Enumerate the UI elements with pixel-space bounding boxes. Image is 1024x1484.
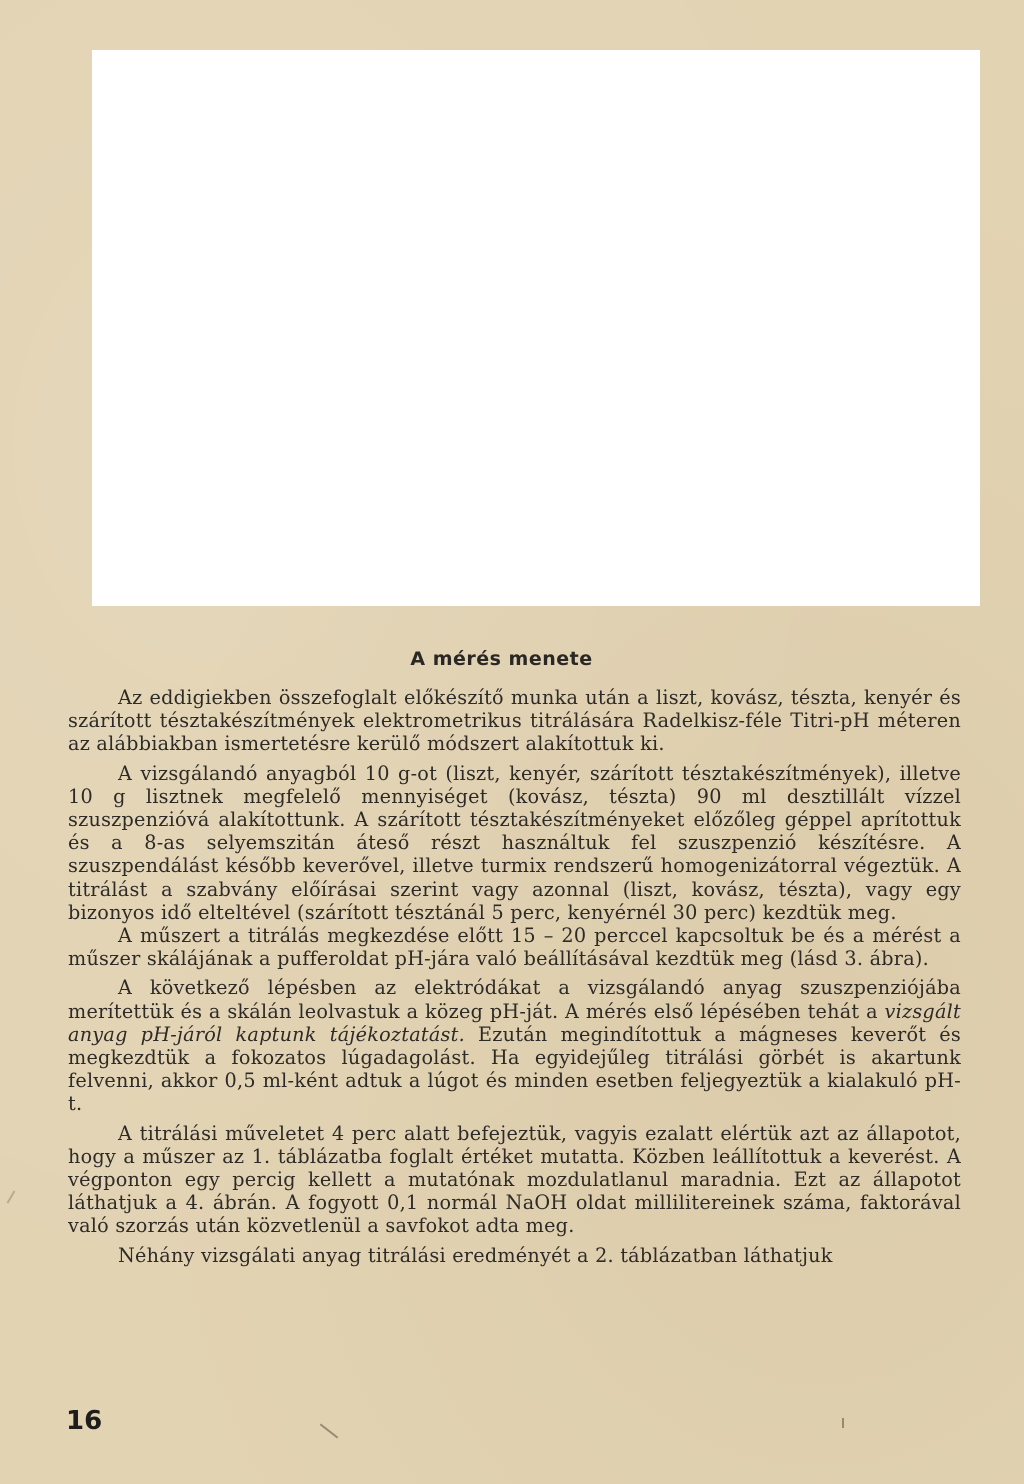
paper-speck [320, 1423, 339, 1438]
page-number: 16 [66, 1406, 103, 1436]
paper-speck [7, 1190, 16, 1203]
paragraph-1: Az eddigiekben összefoglalt előkészítő munka után a liszt, kovász, tészta, kenyér és szárított tésztakészítmények elektrometrikus titrálására Radelkisz-féle Titri-pH méteren az alábbiakban ismertetésre kerülő módszert alakítottuk ki. [68, 686, 961, 756]
paragraph-4-end: Ezután megindítottuk a mágneses keverőt és megkezdtük a fokozatos lúgadagolást. Ha egyidejűleg titrálási görbét is akartunk felvenni, akkor 0,5 ml-ként adtuk a lúgot és minden esetben feljegyeztük a kialakuló pH-t. [68, 1022, 961, 1116]
paragraph-4-start: A következő lépésben az elektródákat a vizsgálandó anyag szuszpenziójába merítettük és a skálán leolvastuk a közeg pH-ját. A mérés első lépésében tehát a [68, 976, 961, 1023]
paragraph-6: Néhány vizsgálati anyag titrálási eredményét a 2. táblázatban láthatjuk [118, 1243, 833, 1267]
paper-speck [842, 1418, 844, 1428]
paragraph-4-italic: vizsgált anyag pH-járól kaptunk tájékoztatást. [68, 999, 961, 1046]
paragraph-3: A műszert a titrálás megkezdése előtt 15 – 20 perccel kapcsoltuk be és a mérést a műszer skálájának a pufferoldat pH-jára való beállításával kezdtük meg (lásd 3. ábra). [68, 924, 961, 971]
figure-placeholder [92, 50, 980, 606]
paragraph-2: A vizsgálandó anyagból 10 g-ot (liszt, kenyér, szárított tésztakészítmények), illetve 10 g lisztnek megfelelő mennyiséget (kovász, tészta) 90 ml desztillált vízzel szuszpenzióvá alakítottunk. A szárított tésztakészítményeket előzőleg géppel aprítottuk és a 8-as selyemszitán áteső részt használtuk fel szuszpenzió készítésre. A szuszpendálást később keverővel, illetve turmix rendszerű homogenizátorral végeztük. A titrálást a szabvány előírásai szerint vagy azonnal (liszt, kovász, tészta), vagy egy bizonyos idő elteltével (szárított tésztánál 5 perc, kenyérnél 30 perc) kezdtük meg. [68, 761, 961, 924]
paragraph-4 [68, 976, 961, 1115]
body-text [68, 686, 961, 1267]
paragraph-5: A titrálási műveletet 4 perc alatt befejeztük, vagyis ezalatt elértük azt az állapotot, hogy a műszer az 1. táblázatba foglalt értéket mutatta. Közben leállítottuk a keverést. A végponton egy percig kellett a mutatónak mozdulatlanul maradnia. Ezt az állapotot láthatjuk a 4. ábrán. A fogyott 0,1 normál NaOH oldat millilitereinek száma, faktorával való szorzás után közvetlenül a savfokot adta meg. [68, 1121, 961, 1238]
section-heading: A mérés menete [410, 648, 593, 670]
